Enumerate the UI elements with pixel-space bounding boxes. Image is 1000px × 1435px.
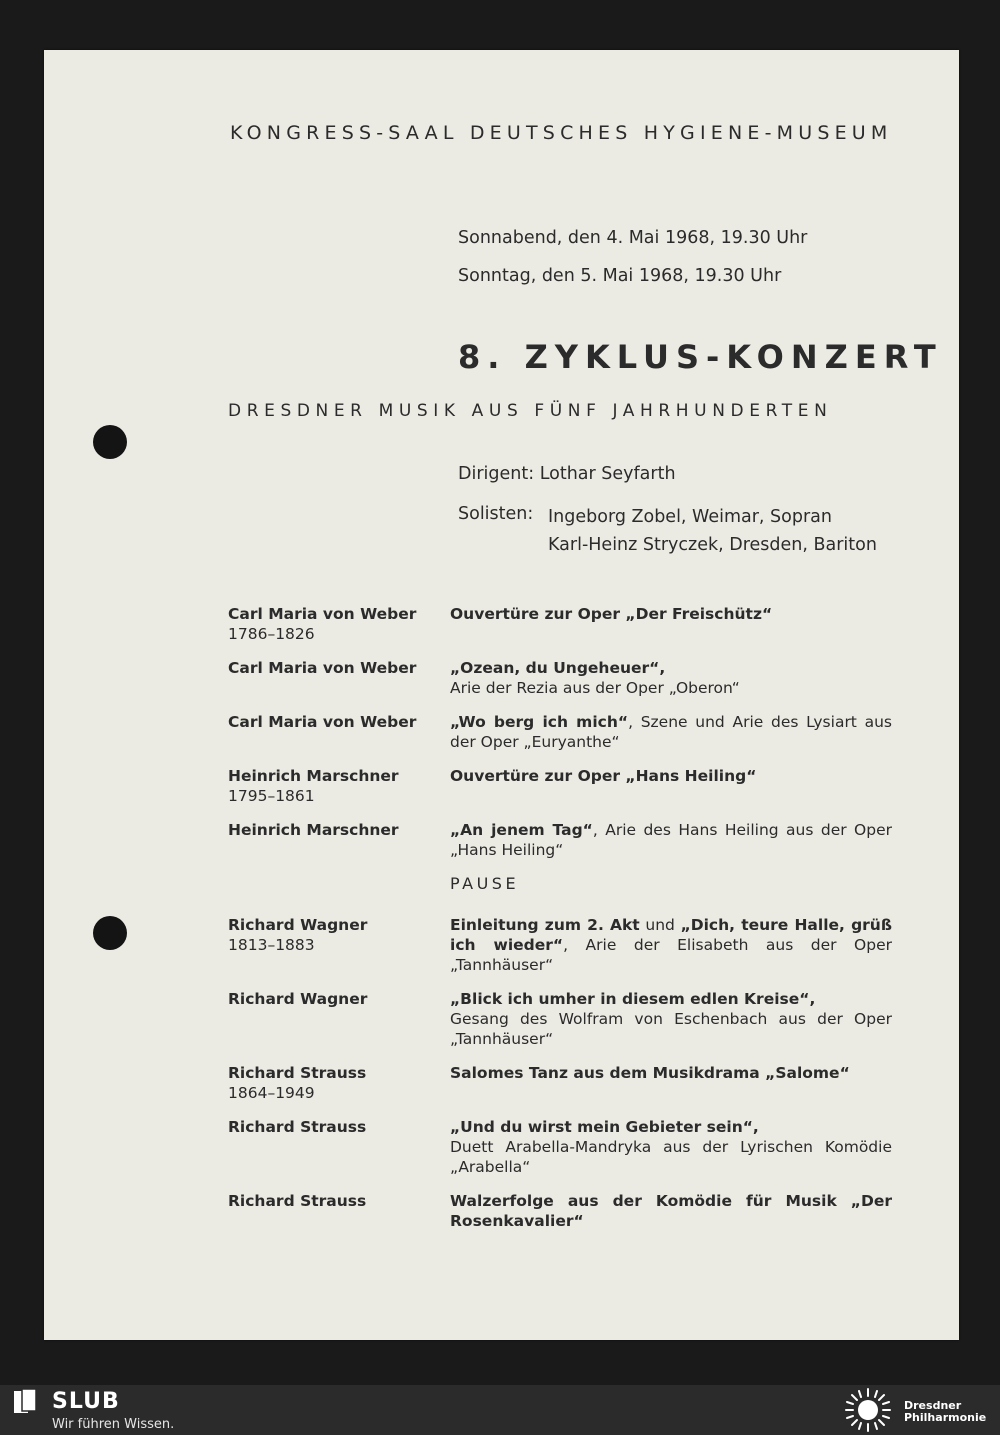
soloists-block xyxy=(458,504,877,559)
work-title: Einleitung zum 2. Akt und „Dich, teure Halle, grüß ich wieder“, Arie der Elisabeth aus der Oper „Tannhäuser“ xyxy=(450,916,893,974)
composer-name: Heinrich Marschner xyxy=(228,767,399,785)
soloist-1: Ingeborg Zobel, Weimar, Sopran xyxy=(548,507,832,527)
soloists-list xyxy=(548,503,877,559)
punch-hole xyxy=(93,916,127,950)
work-title: „Ozean, du Ungeheuer“, Arie der Rezia aus der Oper „Oberon“ xyxy=(450,659,740,697)
composer-name: Richard Wagner xyxy=(228,916,368,934)
composer-name: Carl Maria von Weber xyxy=(228,659,417,677)
composer-name: Heinrich Marschner xyxy=(228,821,399,839)
conductor-line xyxy=(458,464,676,484)
work-title: „An jenem Tag“, Arie des Hans Heiling aus der Oper „Hans Heiling“ xyxy=(450,821,892,859)
punch-hole xyxy=(93,425,127,459)
composer-name: Richard Strauss xyxy=(228,1064,367,1082)
composer-name: Carl Maria von Weber xyxy=(228,713,417,731)
work-title: Salomes Tanz aus dem Musikdrama „Salome“ xyxy=(450,1064,850,1082)
program-item xyxy=(228,915,892,975)
program-item xyxy=(228,1191,892,1231)
work-title: Walzerfolge aus der Komödie für Musik „Der Rosenkavalier“ xyxy=(450,1192,892,1230)
program-item xyxy=(228,712,892,752)
program-item xyxy=(228,989,892,1049)
library-name: SLUB xyxy=(52,1389,120,1414)
composer-years: 1786–1826 xyxy=(228,625,315,643)
program-item xyxy=(228,604,892,644)
concert-date-1: Sonnabend, den 4. Mai 1968, 19.30 Uhr xyxy=(458,228,808,248)
work-title: Ouvertüre zur Oper „Hans Heiling“ xyxy=(450,767,757,785)
program-item xyxy=(228,658,892,698)
footer-bar xyxy=(0,1385,1000,1435)
program-item xyxy=(228,766,892,806)
intermission-label: PAUSE xyxy=(450,874,520,893)
library-tagline: Wir führen Wissen. xyxy=(52,1417,175,1432)
work-title: „Wo berg ich mich“, Szene und Arie des Lysiart aus der Oper „Euryanthe“ xyxy=(450,713,892,751)
composer-name: Richard Strauss xyxy=(228,1192,367,1210)
program-list xyxy=(228,604,892,1245)
program-item xyxy=(228,820,892,860)
composer-name: Richard Strauss xyxy=(228,1118,367,1136)
composer-years: 1813–1883 xyxy=(228,936,315,954)
venue-heading: KONGRESS-SAAL DEUTSCHES HYGIENE-MUSEUM xyxy=(230,122,893,144)
concert-title: 8. ZYKLUS-KONZERT xyxy=(458,338,943,376)
work-title: Ouvertüre zur Oper „Der Freischütz“ xyxy=(450,605,773,623)
partner-name: Dresdner Philharmonie xyxy=(904,1399,987,1424)
soloist-2: Karl-Heinz Stryczek, Dresden, Bariton xyxy=(548,535,877,555)
work-title: „Und du wirst mein Gebieter sein“, Duett Arabella-Mandryka aus der Lyrischen Komödie „Arabella“ xyxy=(450,1118,892,1176)
program-item xyxy=(228,1117,892,1177)
work-title: „Blick ich umher in diesem edlen Kreise“, Gesang des Wolfram von Eschenbach aus der Oper „Tannhäuser“ xyxy=(450,990,892,1048)
concert-subtitle: DRESDNER MUSIK AUS FÜNF JAHRHUNDERTEN xyxy=(228,401,833,421)
program-item xyxy=(228,1063,892,1103)
sunburst-logo-icon xyxy=(842,1387,894,1433)
composer-name: Carl Maria von Weber xyxy=(228,605,417,623)
composer-years: 1795–1861 xyxy=(228,787,315,805)
conductor-name: Lothar Seyfarth xyxy=(539,464,676,484)
soloists-label: Solisten: xyxy=(458,504,534,524)
book-icon xyxy=(12,1387,38,1417)
composer-years: 1864–1949 xyxy=(228,1084,315,1102)
composer-name: Richard Wagner xyxy=(228,990,368,1008)
conductor-label: Dirigent: xyxy=(458,464,535,484)
concert-date-2: Sonntag, den 5. Mai 1968, 19.30 Uhr xyxy=(458,266,782,286)
